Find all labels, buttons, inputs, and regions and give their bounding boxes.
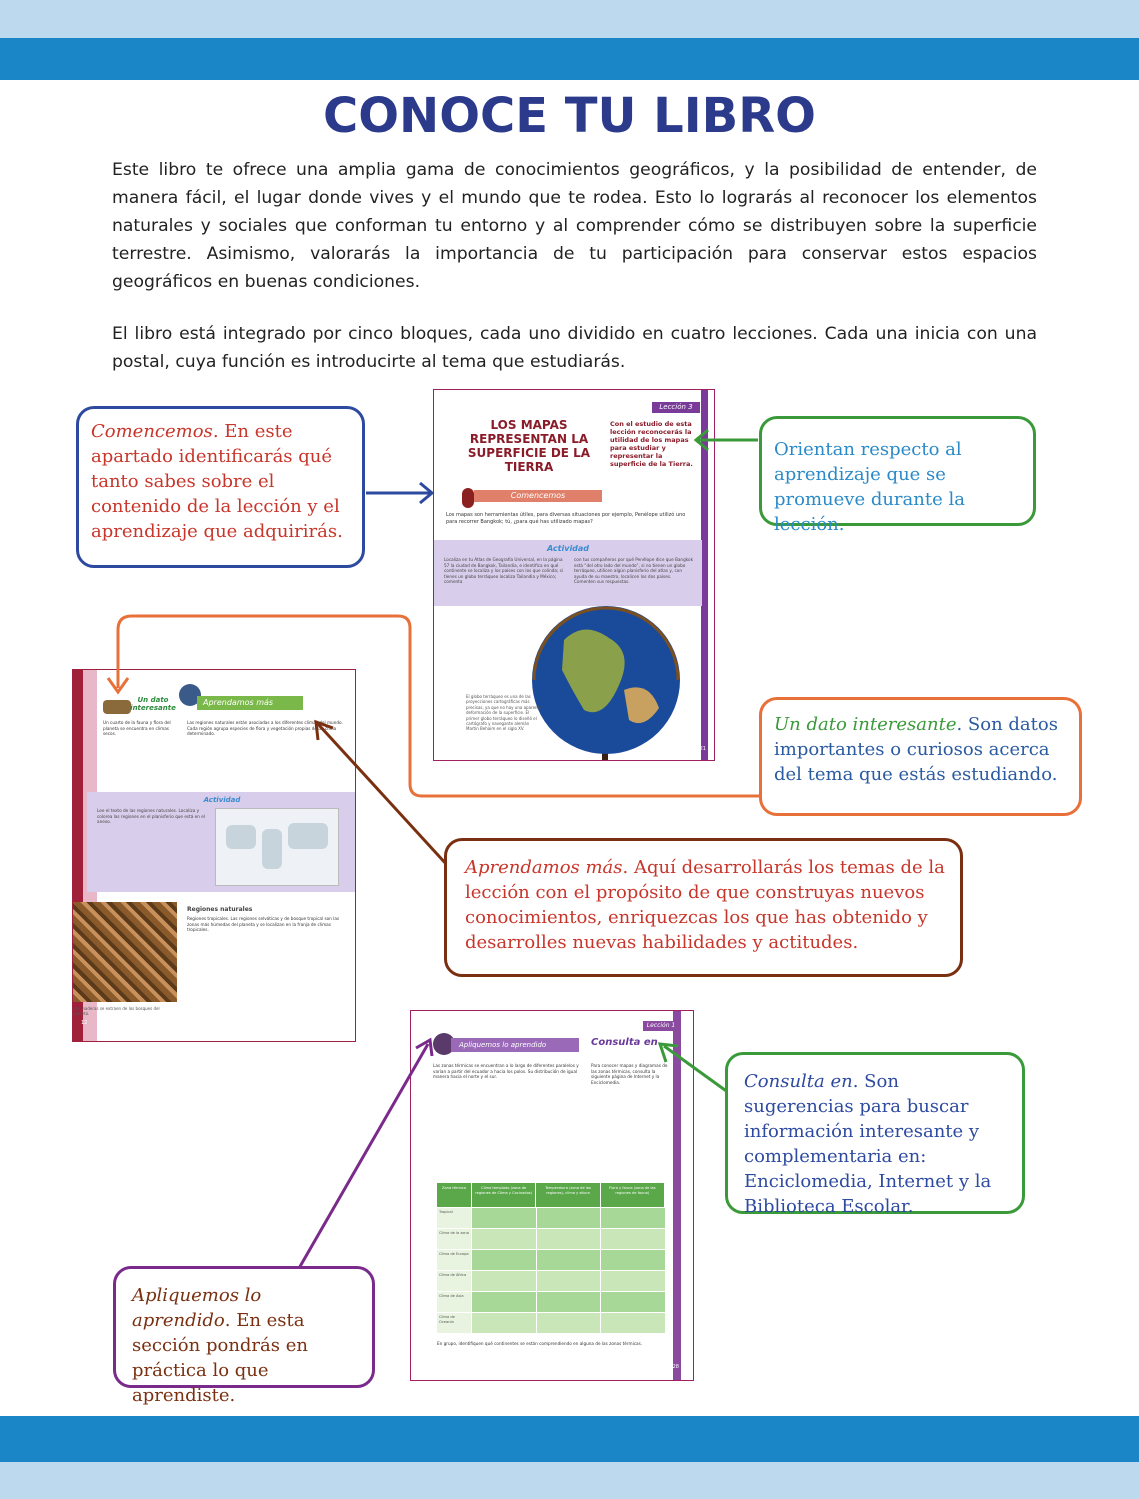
- apliquemos-banner: Apliquemos lo aprendido: [451, 1038, 579, 1052]
- lesson-title: LOS MAPAS REPRESENTAN LA SUPERFICIE DE LA TIERRA: [467, 418, 591, 474]
- table-header-cell: Zona térmica: [437, 1183, 472, 1207]
- callout-term: Comencemos: [91, 421, 213, 442]
- lesson-intro-text: Los mapas son herramientas útiles, para diversas situaciones por ejemplo, Penélope utilizó uno para recorrer Bangkok; tú, ¿para qué has utilizado mapas?: [446, 512, 686, 525]
- table-row-label: Clima de África: [437, 1271, 471, 1291]
- callout-text: . En este apartado identificarás qué tanto sabes sobre el contenido de la lección y el aprendizaje que adquirirás.: [91, 421, 343, 542]
- globe-caption: El globo terráqueo es una de las proyecciones cartográficas más precisas, ya que no hay una aparente deformación de la superficie. El primer globo terráqueo lo diseñó el cartógrafo y navegante alemán Martin Behaim en el siglo XV.: [466, 694, 542, 732]
- intro-paragraph-1: Este libro te ofrece una amplia gama de conocimientos geográficos, y la posibilidad de entender, de manera fácil, el lugar donde vives y el mundo que te rodea. Esto lo lograrás al reconocer los elementos naturales y sociales que conforman tu entorno y al comprender cómo se distribuyen sobre la superficie terrestre. Asimismo, valorarás la importancia de tu participación para conservar estos espacios geográficos en buenas condiciones.: [112, 160, 1037, 292]
- arrow-apliquemos: [298, 1044, 428, 1270]
- arrow-dato: [118, 616, 760, 796]
- section-body-text: Regiones tropicales. Las regiones selváticas y de bosque tropical son las zonas más húmedas del planeta y se localizan en la franja de climas tropicales.: [187, 916, 340, 932]
- callout-term: Consulta en: [744, 1071, 853, 1092]
- table-header-cell: Clima templado (zona de regiones de Clima y Cocinados): [472, 1183, 536, 1207]
- dato-text: Un cuarto de la fauna y flora del planeta se encuentra en climas secos.: [103, 720, 171, 736]
- callout-term: Aprendamos más: [465, 857, 623, 878]
- callout-text: . Son sugerencias para buscar información interesante y complementaria en: Enciclomedia, Internet y la Biblioteca Escolar.: [744, 1071, 992, 1217]
- table-row-label: Clima de Oceanía: [437, 1313, 471, 1333]
- callout-dato: [759, 697, 1082, 816]
- callout-apliquemos: [113, 1266, 375, 1406]
- consulta-text: Para conocer mapas y diagramas de las zonas térmicas, consulta la siguiente página de Internet y la Enciclomedia.: [591, 1063, 668, 1085]
- intro-paragraph-2: El libro está integrado por cinco bloques, cada uno dividido en cuatro lecciones. Cada una inicia con una postal, cuya función es introducirte al tema que estudiarás.: [112, 324, 1037, 372]
- table-row-label: Clima de Europa: [437, 1250, 471, 1270]
- activity-title: Actividad: [546, 544, 590, 553]
- table-header-cell: Temperatura (zona de las regiones), clima y altura: [536, 1183, 600, 1207]
- apliquemos-text: Las zonas térmicas se encuentran a lo largo de diferentes paralelos y varían a partir del ecuador a hacia los polos. Su distribución de igual manera hacia el norte y el sur.: [433, 1063, 579, 1079]
- callout-text: . Aquí desarrollarás los temas de la lección con el propósito de que construyas nuevos conocimientos, enriquezcas los que has obtenido y desarrolles nuevas habilidades y actitudes.: [465, 857, 945, 953]
- dato-label: Un dato interesante: [130, 696, 176, 712]
- aprendamos-banner: Aprendamos más: [197, 696, 303, 710]
- table-footer-text: En grupo, identifiquen qué continentes se están comprendiendo en alguna de las zonas térmicas.: [437, 1341, 643, 1346]
- table-row-label: Clima de la zona: [437, 1229, 471, 1249]
- callout-text: . En esta sección pondrás en práctica lo que aprendiste.: [132, 1310, 308, 1406]
- page-number: 21: [699, 746, 706, 752]
- page-number: 12: [81, 1020, 88, 1026]
- callout-comencemos: [76, 406, 365, 568]
- page-number: 28: [672, 1364, 679, 1370]
- activity-right-text: con tus compañeros por qué Penélope dice que Bangkok está “del otro lado del mundo”, si no tienen un globo terráqueo, utilicen algún planisferio del atlas y, con ayuda de su maestro, localicen los dos países. Comenten sus respuestas.: [574, 557, 693, 584]
- callout-text: . Son datos importantes o curiosos acerca del tema que estás estudiando.: [774, 714, 1058, 785]
- activity-left-text: Localiza en tu Atlas de Geografía Universal, en la página 57 la ciudad de Bangkok, Tailandia, e identifica en qué continente se localiza y los países con los que colinda; si tienes un globo terráqueo localiza Tailandia y México; comenta: [444, 557, 564, 584]
- lesson-objective: Con el estudio de esta lección reconocerás la utilidad de los mapas para estudiar y representar la superficie de la Tierra.: [610, 420, 693, 468]
- lesson-tag: Lección 3: [652, 402, 700, 413]
- lesson-tag: Lección 1: [643, 1021, 679, 1031]
- consulta-title: Consulta en: [591, 1037, 658, 1048]
- main-text: Las regiones naturales están asociadas a los diferentes climas del mundo. Cada región agrupa especies de flora y vegetación propias de un clima determinado.: [187, 720, 343, 736]
- callout-text: Orientan respecto al aprendizaje que se promueve durante la lección.: [774, 439, 965, 535]
- callout-aprendamos: [444, 838, 963, 977]
- page-title: CONOCE TU LIBRO: [323, 88, 816, 144]
- table-row-label: Clima de Asia: [437, 1292, 471, 1312]
- callout-term: Apliquemos lo aprendido: [132, 1285, 262, 1331]
- activity-text: Lee el texto de las regiones naturales. Localiza y colorea las regiones en el planisferio que está en el anexo.: [97, 808, 205, 824]
- callout-consulta: [725, 1052, 1025, 1217]
- section-subtitle: Regiones naturales: [187, 906, 253, 913]
- activity-title: Actividad: [203, 796, 241, 804]
- table-row-label: Tropical: [437, 1208, 471, 1228]
- photo-caption: Las maderas se extraen de los bosques del planeta.: [73, 1006, 160, 1016]
- callout-term: Un dato interesante: [774, 714, 957, 735]
- comencemos-banner: Comencemos: [474, 490, 602, 502]
- table-header-cell: Flora y fauna (zona de las regiones de fauna): [601, 1183, 665, 1207]
- callout-orientan: [759, 416, 1036, 535]
